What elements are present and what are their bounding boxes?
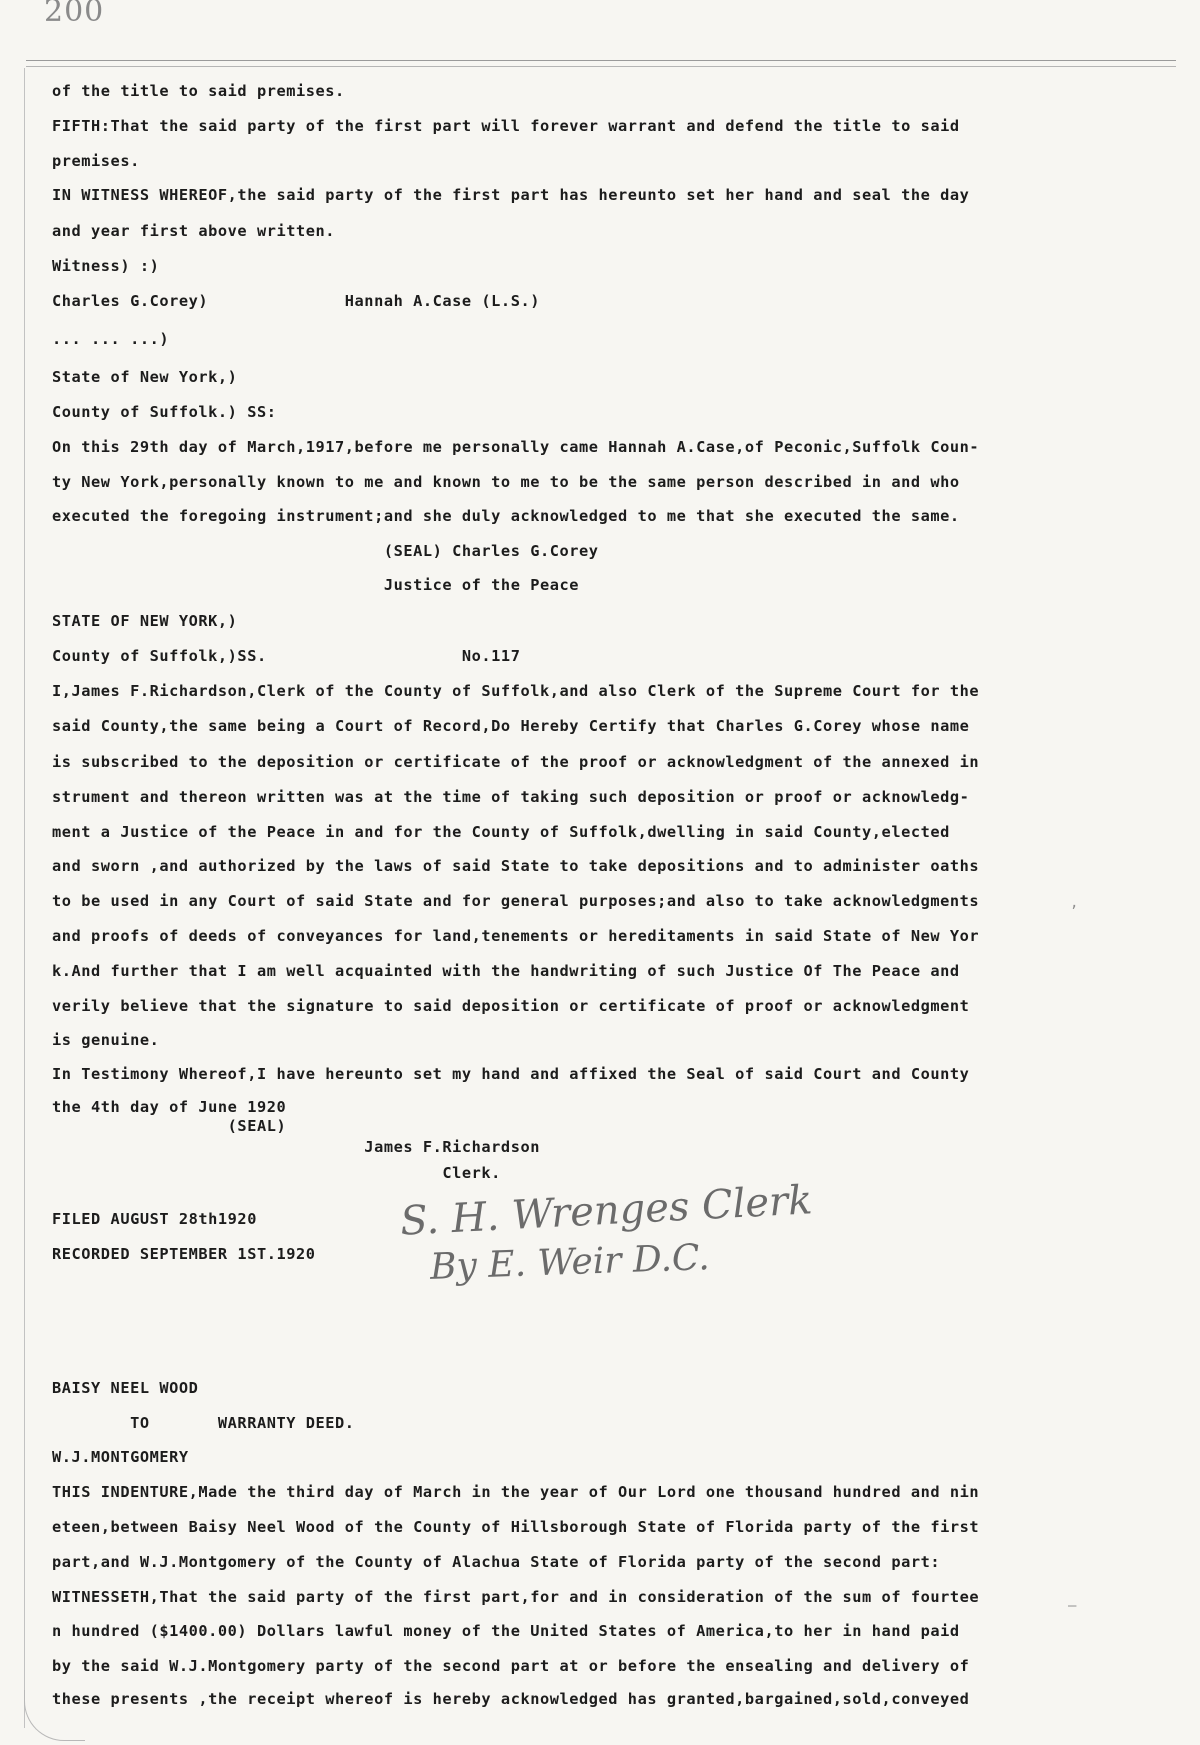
- text-line: County of Suffolk,)SS. No.117: [52, 647, 521, 665]
- text-line: of the title to said premises.: [52, 82, 345, 100]
- text-line: On this 29th day of March,1917,before me personally came Hannah A.Case,of Peconic,Suffolk Coun-: [52, 438, 980, 456]
- text-line: these presents ,the receipt whereof is hereby acknowledged has granted,bargained,sold,conveyed: [52, 1690, 970, 1708]
- text-line: executed the foregoing instrument;and she duly acknowledged to me that she executed the same.: [52, 507, 960, 525]
- text-line: THIS INDENTURE,Made the third day of March in the year of Our Lord one thousand hundred and nin: [52, 1483, 980, 1501]
- text-line: part,and W.J.Montgomery of the County of Alachua State of Florida party of the second part:: [52, 1553, 941, 1571]
- text-line: WITNESSETH,That the said party of the first part,for and in consideration of the sum of fourtee: [52, 1588, 980, 1606]
- text-line: ty New York,personally known to me and known to me to be the same person described in and who: [52, 473, 960, 491]
- text-line: In Testimony Whereof,I have hereunto set my hand and affixed the Seal of said Court and County: [52, 1065, 970, 1083]
- text-line: k.And further that I am well acquainted with the handwriting of such Justice Of The Peace and: [52, 962, 960, 980]
- text-line: and proofs of deeds of conveyances for land,tenements or hereditaments in said State of New Yor: [52, 927, 980, 945]
- text-line: ... ... ...): [52, 330, 170, 348]
- text-line: FILED AUGUST 28th1920: [52, 1210, 257, 1228]
- text-line: is genuine.: [52, 1031, 160, 1049]
- stray-mark: ,: [1070, 895, 1079, 911]
- handwritten-signature-line-1: S. H. Wrenges Clerk: [399, 1177, 814, 1245]
- text-line: Charles G.Corey) Hannah A.Case (L.S.): [52, 292, 540, 310]
- text-line: Justice of the Peace: [52, 576, 580, 594]
- text-line: James F.Richardson: [52, 1138, 540, 1156]
- header-rule-second: [26, 66, 1176, 67]
- stray-mark: —: [1068, 1598, 1077, 1614]
- text-line: said County,the same being a Court of Record,Do Hereby Certify that Charles G.Corey whose name: [52, 717, 970, 735]
- text-line: RECORDED SEPTEMBER 1ST.1920: [52, 1245, 316, 1263]
- text-line: by the said W.J.Montgomery party of the second part at or before the ensealing and delivery of: [52, 1657, 970, 1675]
- text-line: n hundred ($1400.00) Dollars lawful money of the United States of America,to her in hand paid: [52, 1622, 960, 1640]
- handwritten-signature-line-2: By E. Weir D.C.: [429, 1237, 711, 1288]
- text-line: (SEAL): [52, 1117, 287, 1135]
- text-line: Clerk.: [52, 1164, 501, 1182]
- text-line: and sworn ,and authorized by the laws of said State to take depositions and to administer oaths: [52, 857, 980, 875]
- text-line: verily believe that the signature to said deposition or certificate of proof or acknowledgment: [52, 997, 970, 1015]
- text-line: State of New York,): [52, 368, 238, 386]
- text-line: is subscribed to the deposition or certificate of the proof or acknowledgment of the annexed in: [52, 753, 980, 771]
- header-rule: [26, 60, 1176, 61]
- left-margin-rule: [24, 68, 25, 1728]
- text-line: to be used in any Court of said State and for general purposes;and also to take acknowledgments: [52, 892, 980, 910]
- text-line: IN WITNESS WHEREOF,the said party of the first part has hereunto set her hand and seal the day: [52, 186, 970, 204]
- text-line: and year first above written.: [52, 222, 336, 240]
- text-line: W.J.MONTGOMERY: [52, 1448, 189, 1466]
- text-line: ment a Justice of the Peace in and for the County of Suffolk,dwelling in said County,elected: [52, 823, 950, 841]
- text-line: strument and thereon written was at the time of taking such deposition or proof or acknowledg-: [52, 788, 970, 806]
- text-line: Witness) :): [52, 257, 160, 275]
- text-line: (SEAL) Charles G.Corey: [52, 542, 599, 560]
- text-line: eteen,between Baisy Neel Wood of the County of Hillsborough State of Florida party of the first: [52, 1518, 980, 1536]
- text-line: TO WARRANTY DEED.: [52, 1414, 355, 1432]
- text-line: County of Suffolk.) SS:: [52, 403, 277, 421]
- text-line: STATE OF NEW YORK,): [52, 612, 238, 630]
- text-line: FIFTH:That the said party of the first part will forever warrant and defend the title to said: [52, 117, 960, 135]
- text-line: BAISY NEEL WOOD: [52, 1379, 199, 1397]
- page-number: 200: [44, 0, 105, 29]
- text-line: premises.: [52, 152, 140, 170]
- text-line: I,James F.Richardson,Clerk of the County of Suffolk,and also Clerk of the Supreme Court for the: [52, 682, 980, 700]
- text-line: the 4th day of June 1920: [52, 1098, 287, 1116]
